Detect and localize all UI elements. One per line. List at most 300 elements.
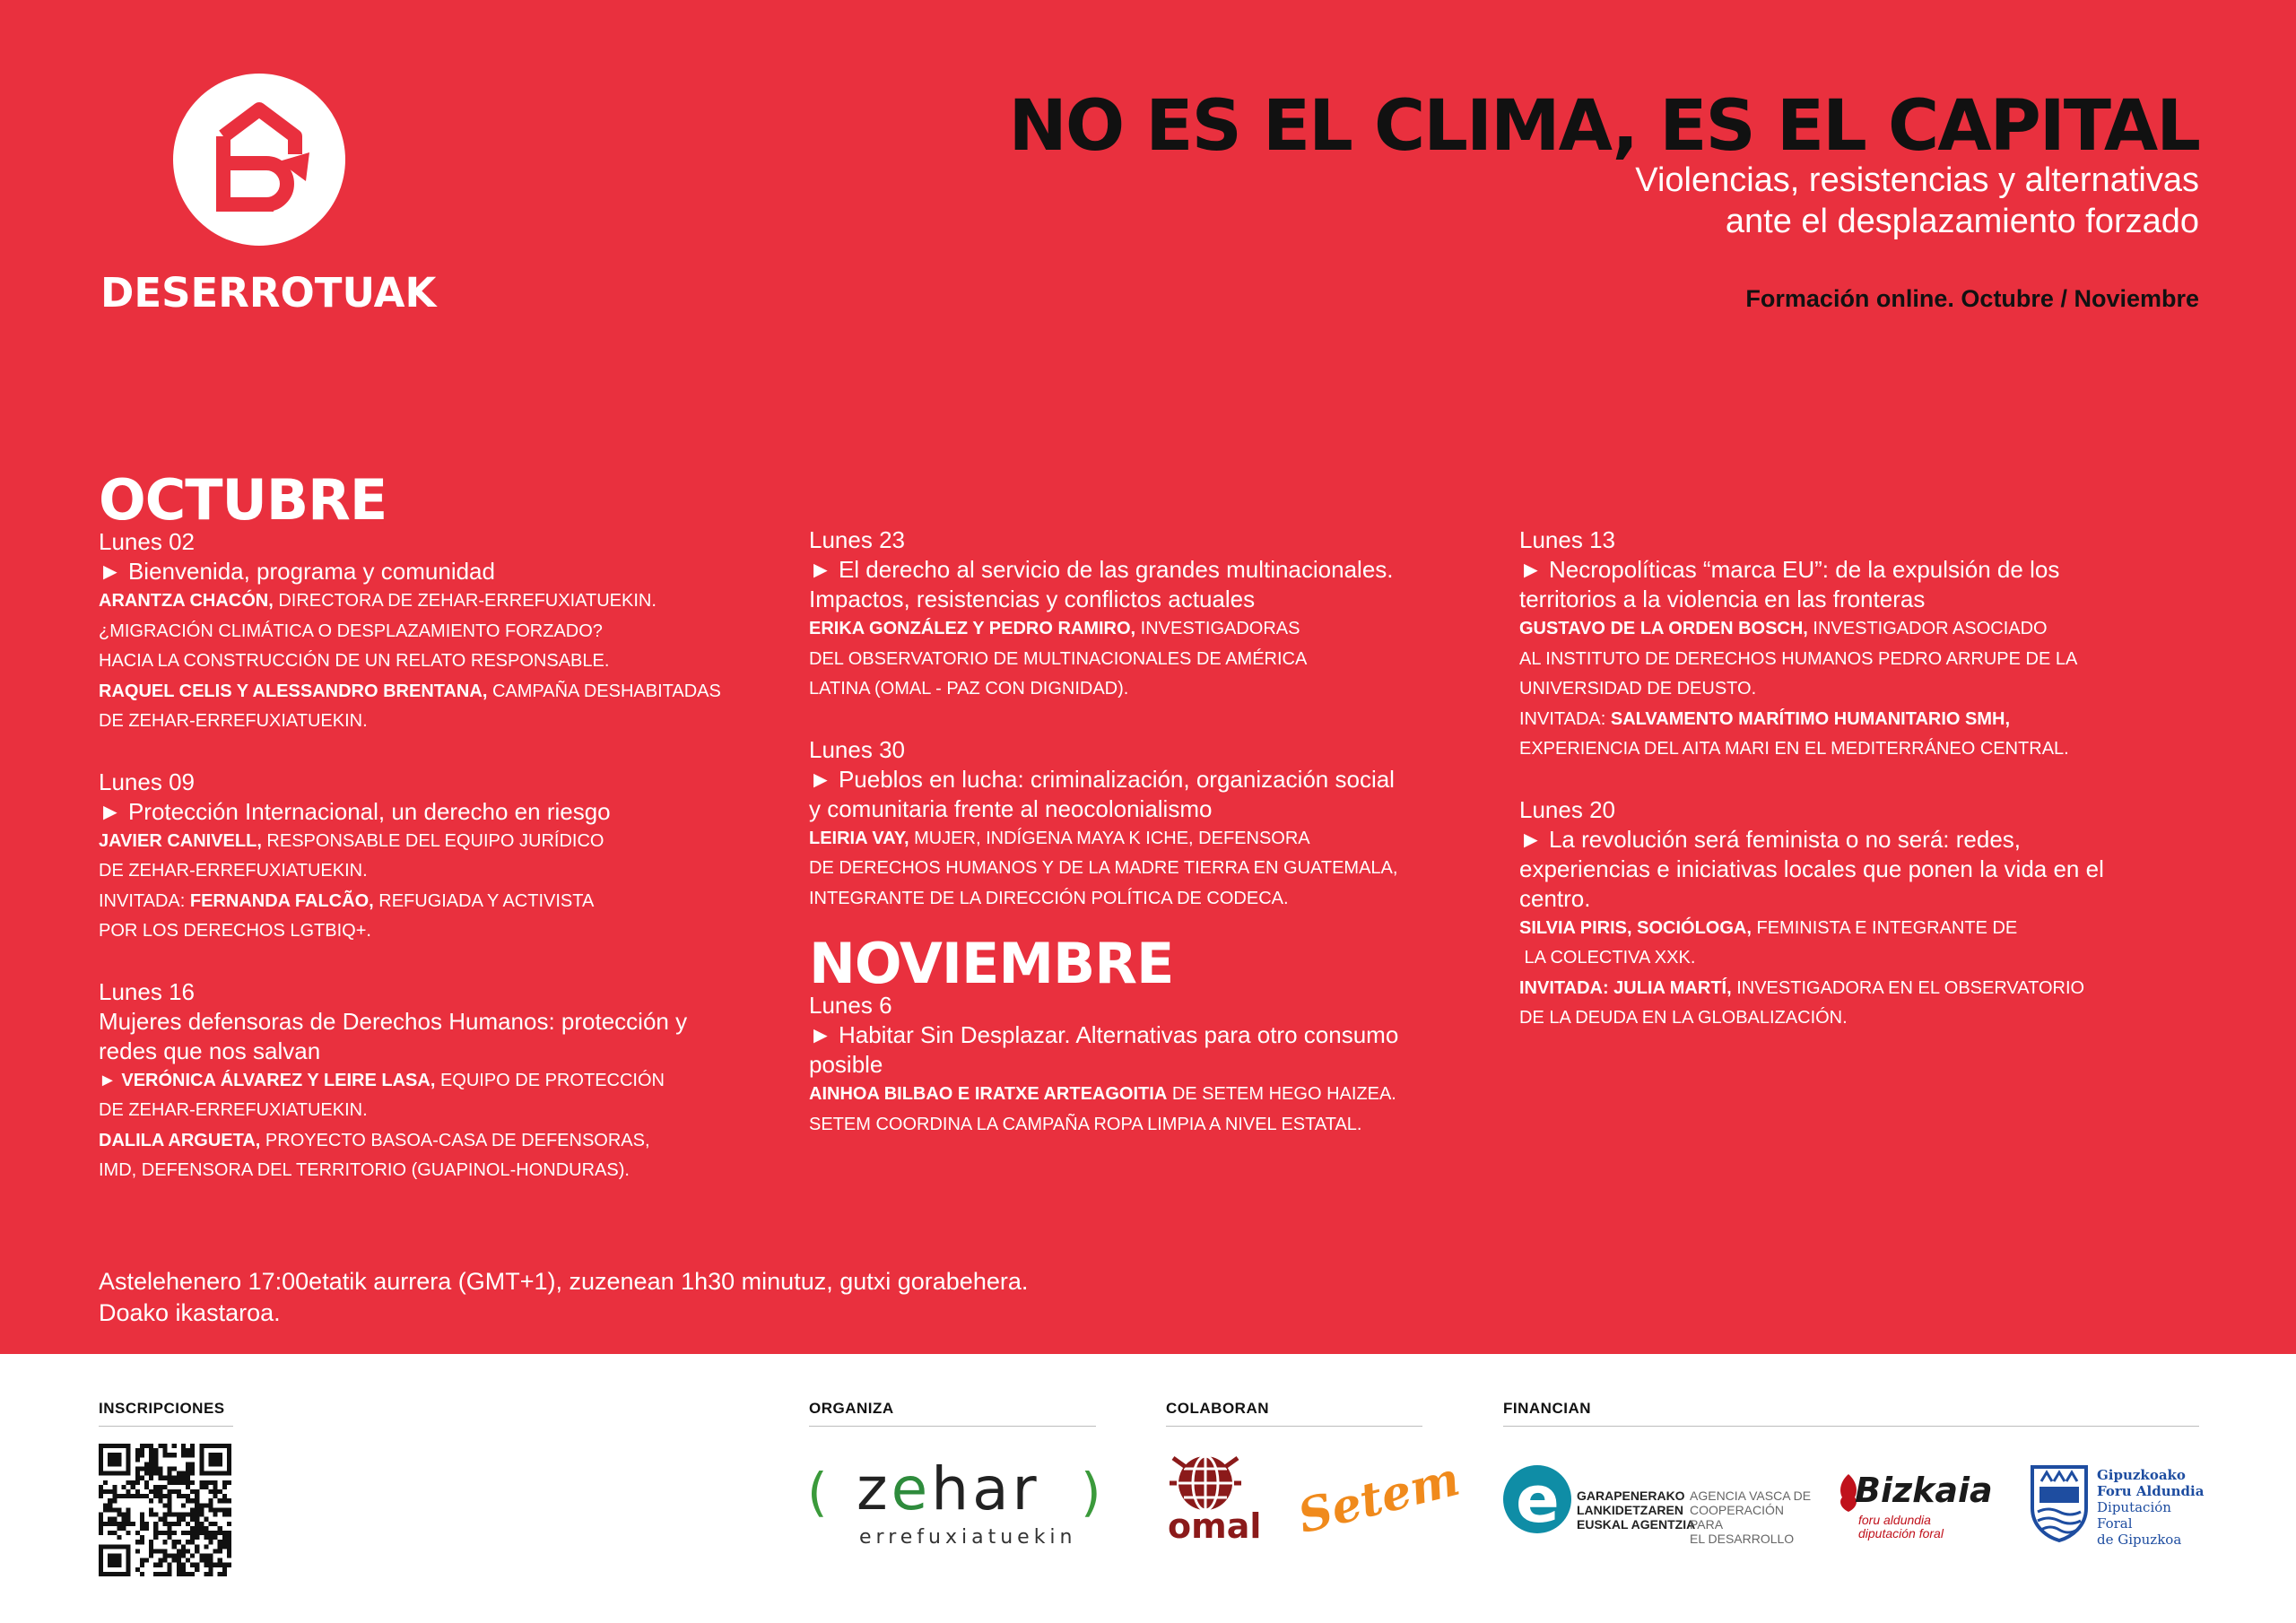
qr-module <box>168 1480 172 1485</box>
qr-module <box>181 1448 186 1453</box>
qr-module <box>126 1563 131 1567</box>
session-title: ► Necropolíticas “marca EU”: de la expulsión de los <box>1519 556 2060 583</box>
qr-module <box>112 1453 117 1457</box>
divider <box>99 1426 233 1427</box>
divider <box>1166 1426 1422 1427</box>
qr-module <box>172 1522 177 1526</box>
qr-module <box>222 1498 227 1503</box>
qr-module <box>131 1494 135 1498</box>
qr-module <box>199 1513 204 1517</box>
qr-module <box>168 1489 172 1494</box>
qr-module <box>181 1513 186 1517</box>
qr-module <box>222 1544 227 1549</box>
qr-module <box>222 1572 227 1576</box>
speaker-name: DALILA ARGUETA, <box>99 1130 261 1150</box>
qr-module <box>177 1471 181 1476</box>
bracket-open: ( <box>807 1462 828 1523</box>
qr-module <box>99 1572 103 1576</box>
qr-module <box>190 1563 195 1567</box>
qr-module <box>195 1517 199 1522</box>
qr-module <box>172 1553 177 1558</box>
speaker-name: JAVIER CANIVELL, <box>99 830 262 851</box>
session-title: ► Protección Internacional, un derecho en riesgo <box>99 797 611 825</box>
qr-module <box>199 1553 204 1558</box>
qr-module <box>190 1535 195 1540</box>
speaker-name: SILVIA PIRIS, SOCIÓLOGA, <box>1519 917 1752 938</box>
zehar-subtitle: errefuxiatuekin <box>859 1526 1077 1549</box>
session-date: Lunes 16 <box>99 977 195 1005</box>
qr-module <box>99 1549 103 1553</box>
qr-module <box>99 1531 103 1535</box>
qr-module <box>144 1444 149 1448</box>
qr-module <box>126 1522 131 1526</box>
qr-module <box>117 1444 121 1448</box>
session-detail <box>1519 705 2219 735</box>
speaker-name: RAQUEL CELIS Y ALESSANDRO BRENTANA, <box>99 681 488 701</box>
qr-module <box>181 1503 186 1507</box>
qr-module <box>112 1553 117 1558</box>
qr-module <box>177 1558 181 1563</box>
omal-wordmark: omal <box>1168 1506 1262 1546</box>
qr-module <box>135 1467 140 1471</box>
session-detail: DE LA DEUDA EN LA GLOBALIZACIÓN. <box>1519 1008 1848 1028</box>
qr-module <box>162 1453 167 1457</box>
qr-module <box>144 1485 149 1489</box>
qr-module <box>186 1462 190 1466</box>
qr-module <box>204 1572 208 1576</box>
session-detail: DE ZEHAR-ERREFUXIATUEKIN. <box>99 861 368 881</box>
qr-module <box>99 1453 103 1457</box>
qr-module <box>172 1540 177 1544</box>
subtitle-line: Violencias, resistencias y alternativas <box>1635 161 2199 199</box>
qr-module <box>218 1507 222 1512</box>
qr-module <box>227 1540 231 1544</box>
qr-module <box>131 1480 135 1485</box>
qr-module <box>126 1444 131 1448</box>
qr-module <box>208 1453 213 1457</box>
qr-module <box>144 1494 149 1498</box>
qr-module <box>227 1553 231 1558</box>
qr-module <box>222 1444 227 1448</box>
detail-text: FEMINISTA E INTEGRANTE DE <box>1751 917 2018 938</box>
qr-module <box>213 1507 218 1512</box>
qr-module <box>158 1563 162 1567</box>
qr-module <box>112 1444 117 1448</box>
qr-module <box>153 1489 158 1494</box>
qr-module <box>99 1444 103 1448</box>
speaker-name: ► VERÓNICA ÁLVAREZ Y LEIRE LASA, <box>99 1070 436 1090</box>
qr-module <box>227 1531 231 1535</box>
registration-qr-code[interactable] <box>99 1444 231 1576</box>
session-detail: UNIVERSIDAD DE DEUSTO. <box>1519 679 1757 699</box>
qr-module <box>135 1489 140 1494</box>
qr-module <box>186 1471 190 1476</box>
qr-module <box>218 1471 222 1476</box>
qr-module <box>218 1444 222 1448</box>
agency-text: COOPERACIÓN PARA <box>1690 1503 1785 1532</box>
qr-module <box>208 1489 213 1494</box>
qr-module <box>168 1476 172 1480</box>
qr-module <box>135 1540 140 1544</box>
qr-module <box>153 1526 158 1531</box>
zehar-logo <box>807 1454 1099 1553</box>
qr-module <box>149 1471 153 1476</box>
qr-module <box>204 1526 208 1531</box>
qr-module <box>190 1498 195 1503</box>
qr-module <box>181 1572 186 1576</box>
qr-module <box>168 1471 172 1476</box>
qr-module <box>195 1507 199 1512</box>
qr-module <box>122 1494 126 1498</box>
qr-module <box>99 1526 103 1531</box>
qr-module <box>186 1467 190 1471</box>
gipuzkoa-line: Foru Aldundia <box>2097 1483 2205 1499</box>
qr-module <box>199 1462 204 1466</box>
detail-text: CAMPAÑA DESHABITADAS <box>487 681 721 701</box>
qr-module <box>140 1558 144 1563</box>
qr-module <box>140 1517 144 1522</box>
qr-module <box>199 1471 204 1476</box>
qr-module <box>199 1453 204 1457</box>
qr-module <box>122 1526 126 1531</box>
speaker-name: INVITADA: JULIA MARTÍ, <box>1519 977 1732 998</box>
qr-module <box>208 1553 213 1558</box>
qr-module <box>195 1535 199 1540</box>
qr-module <box>227 1448 231 1453</box>
qr-module <box>122 1544 126 1549</box>
session-date: Lunes 02 <box>99 528 195 555</box>
qr-module <box>222 1567 227 1572</box>
qr-module <box>213 1462 218 1466</box>
qr-module <box>158 1471 162 1476</box>
qr-module <box>112 1522 117 1526</box>
qr-module <box>112 1507 117 1512</box>
agency-text: LANKIDETZAREN <box>1577 1503 1683 1517</box>
qr-module <box>162 1444 167 1448</box>
qr-module <box>213 1535 218 1540</box>
qr-module <box>158 1572 162 1576</box>
qr-module <box>126 1462 131 1466</box>
qr-module <box>199 1448 204 1453</box>
gipuzkoa-line: de Gipuzkoa <box>2097 1532 2182 1548</box>
session-detail: AL INSTITUTO DE DERECHOS HUMANOS PEDRO ARRUPE DE LA <box>1519 648 2078 669</box>
speaker-name: AINHOA BILBAO E IRATXE ARTEAGOITIA <box>809 1084 1168 1104</box>
session-oct-02 <box>99 527 798 737</box>
qr-module <box>186 1494 190 1498</box>
qr-module <box>227 1535 231 1540</box>
qr-module <box>108 1563 112 1567</box>
qr-module <box>204 1444 208 1448</box>
qr-module <box>204 1544 208 1549</box>
qr-module <box>227 1498 231 1503</box>
qr-module <box>218 1558 222 1563</box>
qr-module <box>126 1513 131 1517</box>
qr-module <box>99 1513 103 1517</box>
qr-module <box>126 1544 131 1549</box>
qr-module <box>144 1558 149 1563</box>
qr-module <box>213 1549 218 1553</box>
qr-module <box>158 1467 162 1471</box>
qr-module <box>195 1494 199 1498</box>
session-detail <box>99 827 798 857</box>
qr-module <box>140 1572 144 1576</box>
qr-module <box>218 1563 222 1567</box>
qr-module <box>204 1503 208 1507</box>
bizkaia-text: diputación foral <box>1858 1526 1944 1541</box>
qr-module <box>186 1522 190 1526</box>
qr-module <box>108 1531 112 1535</box>
qr-module <box>122 1513 126 1517</box>
qr-module <box>108 1453 112 1457</box>
qr-module <box>162 1549 167 1553</box>
qr-module <box>199 1507 204 1512</box>
qr-module <box>99 1553 103 1558</box>
qr-module <box>126 1567 131 1572</box>
schedule-column-1 <box>99 467 798 1217</box>
qr-module <box>112 1485 117 1489</box>
gipuzkoa-line: Diputación Foral <box>2097 1499 2171 1532</box>
qr-module <box>108 1522 112 1526</box>
qr-module <box>149 1457 153 1462</box>
qr-module <box>208 1444 213 1448</box>
speaker-name: LEIRIA VAY, <box>809 828 909 848</box>
session-detail <box>99 887 798 917</box>
qr-module <box>126 1549 131 1553</box>
qr-module <box>153 1462 158 1466</box>
qr-module <box>162 1494 167 1498</box>
qr-module <box>140 1563 144 1567</box>
qr-module <box>195 1526 199 1531</box>
qr-module <box>190 1572 195 1576</box>
qr-module <box>117 1553 121 1558</box>
qr-module <box>149 1448 153 1453</box>
qr-module <box>213 1485 218 1489</box>
qr-module <box>117 1526 121 1531</box>
qr-module <box>99 1448 103 1453</box>
session-title: territorios a la violencia en las fronteras <box>1519 586 1926 612</box>
qr-module <box>168 1503 172 1507</box>
qr-module <box>177 1572 181 1576</box>
qr-module <box>190 1513 195 1517</box>
qr-module <box>168 1453 172 1457</box>
session-detail <box>809 1080 1509 1110</box>
qr-module <box>103 1572 108 1576</box>
qr-module <box>126 1448 131 1453</box>
bracket-close: ) <box>1081 1462 1101 1523</box>
qr-module <box>208 1480 213 1485</box>
qr-module <box>218 1489 222 1494</box>
page-subtitle <box>1635 160 2199 242</box>
qr-module <box>140 1526 144 1531</box>
basque-cooperation-agency-logo <box>1503 1462 1817 1546</box>
financian-heading: FINANCIAN <box>1503 1400 1591 1417</box>
qr-module <box>227 1513 231 1517</box>
qr-module <box>172 1476 177 1480</box>
qr-module <box>126 1457 131 1462</box>
qr-module <box>112 1517 117 1522</box>
qr-module <box>140 1535 144 1540</box>
qr-module <box>135 1457 140 1462</box>
qr-module <box>103 1522 108 1526</box>
qr-module <box>158 1485 162 1489</box>
detail-text: PROYECTO BASOA-CASA DE DEFENSORAS, <box>260 1130 650 1150</box>
detail-text: MUJER, INDÍGENA MAYA K ICHE, DEFENSORA <box>909 828 1310 848</box>
qr-module <box>135 1448 140 1453</box>
qr-module <box>158 1531 162 1535</box>
detail-text: DIRECTORA DE ZEHAR-ERREFUXIATUEKIN. <box>273 591 657 611</box>
qr-module <box>204 1558 208 1563</box>
qr-module <box>108 1457 112 1462</box>
qr-module <box>227 1544 231 1549</box>
qr-module <box>208 1507 213 1512</box>
qr-module <box>213 1531 218 1535</box>
qr-module <box>177 1489 181 1494</box>
qr-module <box>190 1471 195 1476</box>
qr-module <box>144 1462 149 1466</box>
qr-module <box>112 1498 117 1503</box>
qr-module <box>135 1480 140 1485</box>
month-heading-october: OCTUBRE <box>99 467 387 533</box>
qr-module <box>140 1540 144 1544</box>
wordmark-part: e <box>891 1454 932 1523</box>
qr-module <box>126 1517 131 1522</box>
qr-module <box>168 1467 172 1471</box>
qr-module <box>186 1476 190 1480</box>
qr-module <box>227 1457 231 1462</box>
session-oct-23 <box>809 525 1509 705</box>
qr-module <box>135 1494 140 1498</box>
qr-module <box>168 1507 172 1512</box>
qr-module <box>99 1485 103 1489</box>
qr-module <box>195 1563 199 1567</box>
qr-module <box>103 1544 108 1549</box>
qr-module <box>177 1494 181 1498</box>
qr-module <box>108 1558 112 1563</box>
session-title: centro. <box>1519 884 1591 912</box>
qr-module <box>117 1494 121 1498</box>
session-detail: IMD, DEFENSORA DEL TERRITORIO (GUAPINOL-HONDURAS). <box>99 1160 630 1180</box>
qr-module <box>158 1476 162 1480</box>
qr-module <box>172 1489 177 1494</box>
session-date: Lunes 20 <box>1519 795 1615 823</box>
qr-module <box>181 1476 186 1480</box>
qr-module <box>222 1531 227 1535</box>
qr-module <box>208 1503 213 1507</box>
qr-module <box>172 1453 177 1457</box>
qr-module <box>177 1522 181 1526</box>
qr-module <box>186 1531 190 1535</box>
qr-module <box>199 1558 204 1563</box>
qr-module <box>172 1544 177 1549</box>
qr-module <box>172 1558 177 1563</box>
course-format: Formación online. Octubre / Noviembre <box>1745 285 2199 312</box>
qr-module <box>222 1507 227 1512</box>
qr-module <box>112 1457 117 1462</box>
qr-module <box>126 1467 131 1471</box>
qr-module <box>149 1553 153 1558</box>
qr-module <box>162 1485 167 1489</box>
qr-module <box>108 1462 112 1466</box>
qr-module <box>190 1462 195 1466</box>
detail-text: INVESTIGADORAS <box>1135 619 1300 638</box>
qr-module <box>158 1494 162 1498</box>
qr-module <box>186 1572 190 1576</box>
qr-module <box>135 1476 140 1480</box>
qr-module <box>227 1563 231 1567</box>
qr-module <box>162 1531 167 1535</box>
qr-module <box>117 1558 121 1563</box>
agency-text: EL DESARROLLO <box>1690 1532 1795 1546</box>
qr-module <box>168 1498 172 1503</box>
session-title: ► Pueblos en lucha: criminalización, organización social <box>809 765 1395 793</box>
schedule-column-2 <box>809 525 1509 1170</box>
qr-module <box>213 1453 218 1457</box>
qr-module <box>181 1563 186 1567</box>
qr-module <box>126 1558 131 1563</box>
qr-module <box>140 1453 144 1457</box>
qr-module <box>195 1498 199 1503</box>
qr-module <box>190 1517 195 1522</box>
qr-module <box>99 1522 103 1526</box>
qr-module <box>153 1535 158 1540</box>
qr-module <box>162 1540 167 1544</box>
divider <box>1503 1426 2199 1427</box>
detail-text: INVESTIGADOR ASOCIADO <box>1807 619 2048 638</box>
qr-module <box>108 1553 112 1558</box>
qr-module <box>149 1467 153 1471</box>
qr-module <box>186 1453 190 1457</box>
session-detail: DE ZEHAR-ERREFUXIATUEKIN. <box>99 711 368 731</box>
session-detail: DE ZEHAR-ERREFUXIATUEKIN. <box>99 1100 368 1120</box>
qr-module <box>158 1558 162 1563</box>
qr-module <box>172 1480 177 1485</box>
qr-module <box>108 1544 112 1549</box>
inscripciones-heading: INSCRIPCIONES <box>99 1400 225 1417</box>
gipuzkoa-line: Gipuzkoako <box>2097 1467 2186 1483</box>
session-date: Lunes 30 <box>809 735 905 763</box>
qr-module <box>177 1476 181 1480</box>
qr-module <box>181 1567 186 1572</box>
qr-module <box>208 1558 213 1563</box>
qr-module <box>112 1471 117 1476</box>
qr-module <box>99 1467 103 1471</box>
qr-module <box>162 1503 167 1507</box>
detail-text: INVITADA: <box>1519 708 1611 729</box>
qr-module <box>213 1494 218 1498</box>
qr-module <box>162 1558 167 1563</box>
qr-module <box>199 1522 204 1526</box>
qr-module <box>99 1544 103 1549</box>
qr-module <box>168 1522 172 1526</box>
session-nov-20 <box>1519 795 2219 1034</box>
qr-module <box>149 1513 153 1517</box>
colaboran-heading: COLABORAN <box>1166 1400 1269 1417</box>
qr-module <box>168 1494 172 1498</box>
qr-module <box>117 1535 121 1540</box>
qr-module <box>117 1453 121 1457</box>
qr-module <box>112 1489 117 1494</box>
session-title: y comunitaria frente al neocolonialismo <box>809 794 1213 822</box>
qr-module <box>195 1522 199 1526</box>
qr-module <box>149 1549 153 1553</box>
qr-module <box>117 1462 121 1466</box>
session-detail <box>809 614 1509 645</box>
bizkaia-text: foru aldundia <box>1858 1513 1931 1527</box>
session-detail: LATINA (OMAL - PAZ CON DIGNIDAD). <box>809 679 1129 699</box>
qr-module <box>108 1517 112 1522</box>
session-date: Lunes 09 <box>99 768 195 795</box>
session-title: posible <box>809 1051 883 1078</box>
